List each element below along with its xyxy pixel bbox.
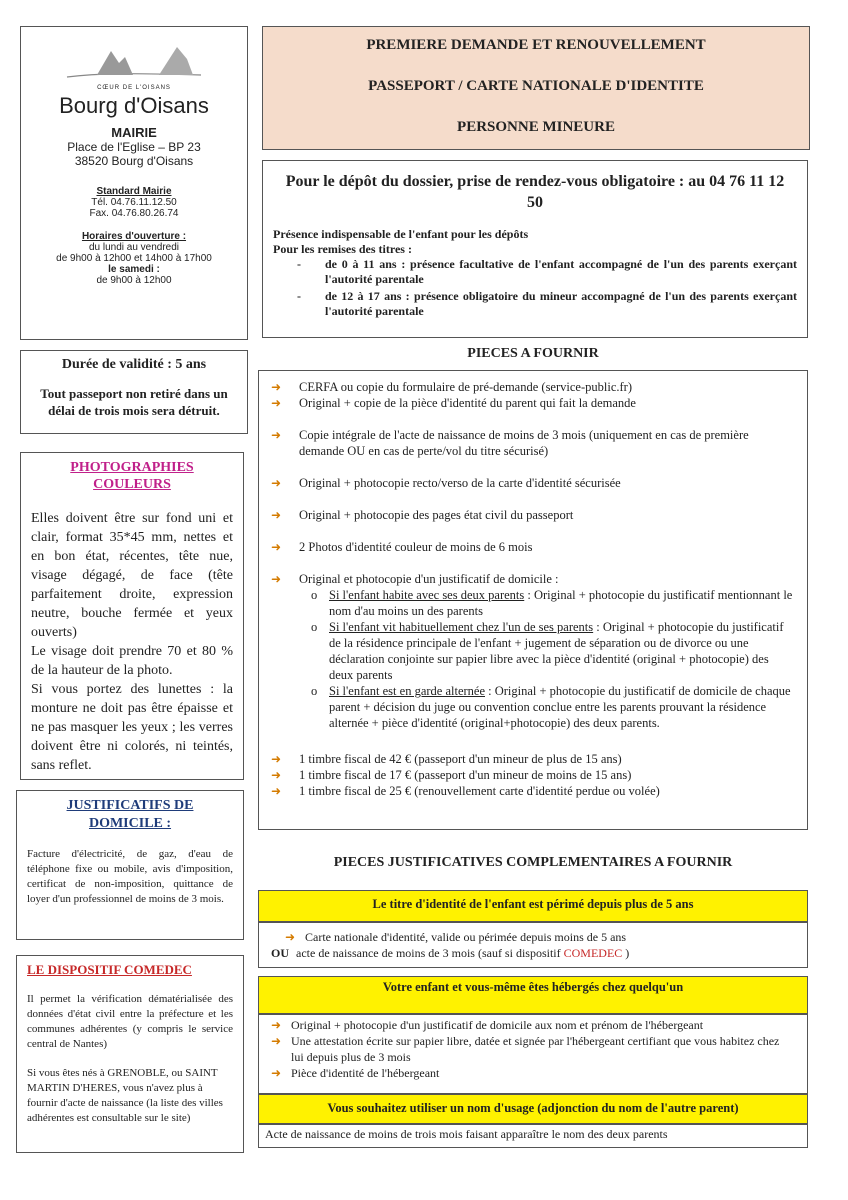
title-box — [262, 26, 810, 150]
arrow-bullet-icon: ➜ — [271, 1034, 282, 1048]
age-rule-2: - de 12 à 17 ans : présence obligatoire du mineur accompagné de l'un des parents exerçant l'autorité parentale — [297, 289, 797, 318]
circle-bullet-icon: o — [311, 620, 318, 634]
piece-text: CERFA ou copie du formulaire de pré-demande (service-public.fr) — [299, 380, 632, 394]
sub-item — [311, 587, 793, 619]
usage-name-bar: Vous souhaitez utiliser un nom d'usage (adjonction du nom de l'autre parent) — [258, 1094, 808, 1124]
hours-line-3: le samedi : — [108, 264, 160, 275]
photos-box — [20, 452, 244, 780]
appointment-heading: Pour le dépôt du dossier, prise de rendez-vous obligatoire : au 04 76 11 12 50 — [285, 173, 785, 211]
phone-number: Tél. 04.76.11.12.50 — [91, 197, 177, 208]
address-line-1: Place de l'Eglise – BP 23 — [67, 140, 201, 154]
logo-tagline: CŒUR DE L'OISANS — [97, 85, 171, 91]
validity-text: Tout passeport non retiré dans un délai de trois mois sera détruit. — [40, 386, 228, 418]
expired-title-box — [258, 922, 808, 968]
sub-item-text: : Original + photocopie du justificatif de la résidence principale de l'enfant + jugement de séparation ou de divorce ou une déclaration conjointe sur papier libre avec la pièce d'identité (original + photocopie) des deux parents — [329, 620, 784, 682]
expired-title-bar: Le titre d'identité de l'enfant est périmé depuis plus de 5 ans — [258, 890, 808, 922]
piece-text: Original et photocopie d'un justificatif de domicile : — [299, 572, 559, 586]
piece-item — [271, 571, 793, 587]
or-label: OU — [271, 946, 289, 960]
arrow-bullet-icon: ➜ — [271, 476, 282, 490]
arrow-bullet-icon: ➜ — [285, 930, 296, 944]
sub-item — [311, 619, 793, 683]
mountain-logo-icon — [59, 39, 209, 89]
hosted-bar: Votre enfant et vous-même êtes hébergés chez quelqu'un — [258, 976, 808, 1014]
arrow-bullet-icon: ➜ — [271, 1018, 282, 1032]
piece-text: Copie intégrale de l'acte de naissance de moins de 3 mois (uniquement en cas de première demande OU en cas de perte/vol du titre sécurisé) — [299, 428, 749, 458]
photos-rules: Elles doivent être sur fond uni et clair, format 35*45 mm, nettes et en bon état, récentes, tête nue, visage dégagé, de face (tête parfaitement droite, expression neutre, bouche fermée et yeux ouverts) — [31, 511, 233, 640]
stamp-item — [271, 751, 793, 767]
age-rule-1-text: de 0 à 11 ans : présence facultative de l'enfant accompagné de l'un des parents exerçant l'autorité parentale — [325, 257, 797, 286]
sub-item-condition: Si l'enfant vit habituellement chez l'un de ses parents — [329, 620, 594, 634]
comedec-cities: Si vous êtes nés à GRENOBLE, ou SAINT MARTIN D'HERES, vous n'avez plus à fournir d'acte de naissance (la liste des villes adhérentes est consultable sur le site) — [27, 1067, 223, 1124]
domicile-sub-list — [311, 587, 793, 731]
hosted-item — [271, 1017, 795, 1033]
arrow-bullet-icon: ➜ — [271, 396, 282, 410]
expired-item-text: Carte nationale d'identité, valide ou périmée depuis moins de 5 ans — [305, 930, 627, 944]
hours-line-2: de 9h00 à 12h00 et 14h00 à 17h00 — [56, 253, 212, 264]
comedec-desc: Il permet la vérification dématérialisée des données d'état civil entre la préfecture et les communes adhérentes (y compris le service central de Nantes) — [27, 993, 233, 1050]
hosted-item-text: Pièce d'identité de l'hébergeant — [291, 1066, 440, 1080]
hours-line-1: du lundi au vendredi — [88, 242, 180, 253]
photos-glasses: Si vous portez des lunettes : la monture ne doit pas être épaisse et ne pas masquer les yeux ; les verres doivent être ni colorés, ni teintés, sans reflet. — [31, 682, 233, 773]
sub-item — [311, 683, 793, 731]
comedec-link-text: COMEDEC — [563, 946, 623, 960]
closing-paren: ) — [622, 946, 630, 960]
domicile-text: Facture d'électricité, de gaz, d'eau de téléphone fixe ou mobile, avis d'imposition, certificat de non-imposition, quittance de loyer d'un professionnel de moins de 3 mois. — [27, 848, 233, 905]
sub-item-text: : Original + photocopie du justificatif mentionnant le nom d'au moins un des parents — [329, 588, 793, 618]
arrow-bullet-icon: ➜ — [271, 508, 282, 522]
remises-text: Pour les remises des titres : — [273, 242, 412, 256]
birth-act-text: acte de naissance de moins de 3 mois (sauf si dispositif — [296, 946, 561, 960]
piece-text: Original + photocopie recto/verso de la carte d'identité sécurisée — [299, 476, 621, 490]
piece-text: 2 Photos d'identité couleur de moins de 6 mois — [299, 540, 533, 554]
piece-item — [271, 475, 793, 491]
hosted-item — [271, 1033, 795, 1065]
title-line-2: PASSEPORT / CARTE NATIONALE D'IDENTITE — [368, 78, 704, 94]
piece-item — [271, 379, 793, 395]
fax-number: Fax. 04.76.80.26.74 — [89, 208, 179, 219]
piece-item — [271, 395, 793, 411]
pieces-box — [258, 370, 808, 830]
usage-name-text: Acte de naissance de moins de trois mois faisant apparaître le nom des deux parents — [265, 1127, 668, 1141]
arrow-bullet-icon: ➜ — [271, 572, 282, 586]
domicile-box — [16, 790, 244, 940]
appointment-box — [262, 160, 808, 338]
stamp-item — [271, 767, 793, 783]
stamp-text: 1 timbre fiscal de 17 € (passeport d'un mineur de moins de 15 ans) — [299, 768, 632, 782]
arrow-bullet-icon: ➜ — [271, 540, 282, 554]
domicile-title: JUSTIFICATIFS DE DOMICILE : — [66, 798, 194, 831]
sub-item-condition: Si l'enfant habite avec ses deux parents — [329, 588, 525, 602]
standard-label: Standard Mairie — [96, 186, 172, 197]
arrow-bullet-icon: ➜ — [271, 380, 282, 394]
address-line-2: 38520 Bourg d'Oisans — [74, 154, 194, 168]
age-rule-1: - de 0 à 11 ans : présence facultative de l'enfant accompagné de l'un des parents exerçant l'autorité parentale — [297, 257, 797, 286]
sub-item-text: : Original + photocopie du justificatif de domicile de chaque parent + décision du juge ou convention conclue entre les parents prouvant la résidence alternée + pièce d'identité (original+photocopie) des deux parents. — [329, 684, 791, 730]
usage-name-box — [258, 1124, 808, 1148]
arrow-bullet-icon: ➜ — [271, 784, 282, 798]
hours-line-4: de 9h00 à 12h00 — [96, 275, 172, 286]
stamp-item — [271, 783, 793, 799]
stamp-text: 1 timbre fiscal de 25 € (renouvellement carte d'identité perdue ou volée) — [299, 784, 660, 798]
photos-face-ratio: Le visage doit prendre 70 et 80 % de la hauteur de la photo. — [31, 644, 233, 678]
mairie-label: MAIRIE — [111, 125, 157, 140]
piece-text: Original + copie de la pièce d'identité du parent qui fait la demande — [299, 396, 636, 410]
comedec-box — [16, 955, 244, 1153]
mairie-info-box — [20, 26, 248, 340]
arrow-bullet-icon: ➜ — [271, 428, 282, 442]
piece-item — [271, 427, 793, 459]
presence-text: Présence indispensable de l'enfant pour les dépôts — [273, 227, 529, 241]
hours-label: Horaires d'ouverture : — [81, 231, 187, 242]
expired-or-item — [271, 945, 795, 961]
age-rule-2-text: de 12 à 17 ans : présence obligatoire du mineur accompagné de l'un des parents exerçant l'autorité parentale — [325, 289, 797, 318]
photos-title: PHOTOGRAPHIES COULEURS — [70, 460, 194, 492]
validity-box — [20, 350, 248, 434]
sub-item-condition: Si l'enfant est en garde alternée — [329, 684, 485, 698]
piece-text: Original + photocopie des pages état civil du passeport — [299, 508, 574, 522]
title-line-1: PREMIERE DEMANDE ET RENOUVELLEMENT — [366, 37, 706, 53]
arrow-bullet-icon: ➜ — [271, 752, 282, 766]
arrow-bullet-icon: ➜ — [271, 768, 282, 782]
complementary-heading: PIECES JUSTIFICATIVES COMPLEMENTAIRES A FOURNIR — [333, 855, 733, 870]
expired-item — [285, 929, 795, 945]
hosted-item-text: Original + photocopie d'un justificatif de domicile aux nom et prénom de l'hébergeant — [291, 1018, 704, 1032]
circle-bullet-icon: o — [311, 684, 318, 698]
hosted-item-text: Une attestation écrite sur papier libre, datée et signée par l'hébergeant certifiant que vous habitez chez lui depuis plus de 3 mois — [291, 1034, 780, 1064]
piece-item — [271, 539, 793, 555]
comedec-title: LE DISPOSITIF COMEDEC — [27, 962, 192, 977]
logo-name: Bourg d'Oisans — [59, 93, 209, 118]
circle-bullet-icon: o — [311, 588, 318, 602]
title-line-3: PERSONNE MINEURE — [457, 119, 615, 135]
stamp-text: 1 timbre fiscal de 42 € (passeport d'un mineur de plus de 15 ans) — [299, 752, 622, 766]
hosted-box — [258, 1014, 808, 1094]
hosted-item — [271, 1065, 795, 1081]
validity-title: Durée de validité : 5 ans — [61, 357, 207, 372]
pieces-heading: PIECES A FOURNIR — [467, 346, 599, 361]
piece-item — [271, 507, 793, 523]
arrow-bullet-icon: ➜ — [271, 1066, 282, 1080]
